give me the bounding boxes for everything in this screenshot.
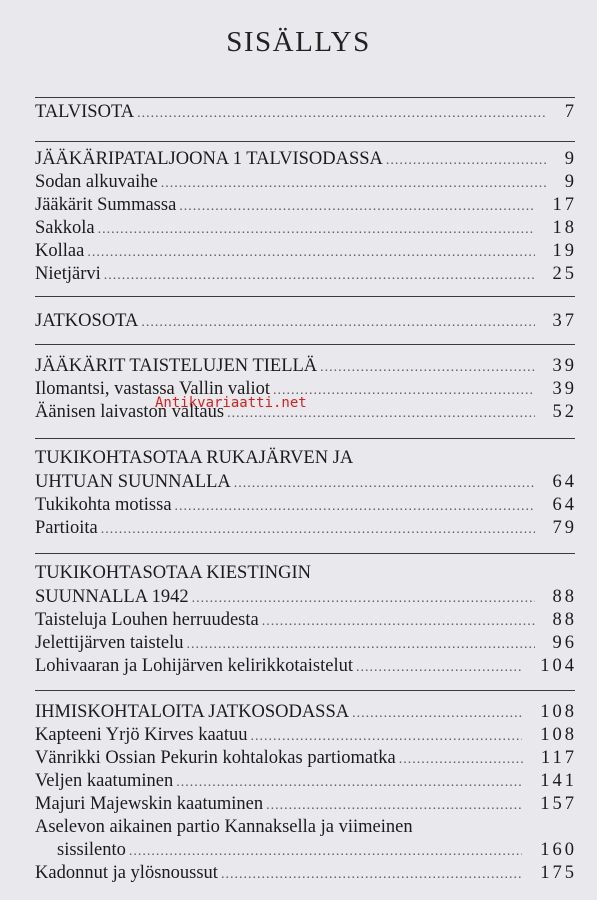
- toc-entry: Partioita ..... 79: [35, 517, 577, 539]
- toc-entry: Sakkola ..... 18: [35, 217, 577, 239]
- toc-heading: TALVISOTA ..... 7: [35, 101, 577, 123]
- toc-entry: Kapteeni Yrjö Kirves kaatuu ..... 108: [35, 724, 577, 746]
- toc-entry: Aselevon aikainen partio Kannaksella ja viimeinen: [35, 817, 413, 837]
- toc-heading: TUKIKOHTASOTAA RUKAJÄRVEN JA: [35, 448, 354, 468]
- toc-heading: TUKIKOHTASOTAA KIESTINGIN: [35, 563, 312, 583]
- toc-entry: Veljen kaatuminen ..... 141: [35, 770, 577, 792]
- section-divider: [35, 690, 575, 691]
- section-divider: [35, 553, 575, 554]
- toc-entry: Kollaa ..... 19: [35, 240, 577, 262]
- section-divider: [35, 141, 575, 142]
- toc-heading: JÄÄKÄRIPATALJOONA 1 TALVISODASSA ..... 9: [35, 148, 577, 170]
- toc-entry: Lohivaaran ja Lohijärven kelirikkotaistelut ..... 104: [35, 655, 577, 677]
- section-divider: [35, 296, 575, 297]
- toc-entry: Vänrikki Ossian Pekurin kohtalokas partiomatka ..... 117: [35, 747, 577, 769]
- toc-heading: JÄÄKÄRIT TAISTELUJEN TIELLÄ ..... 39: [35, 355, 577, 377]
- toc-entry: Kadonnut ja ylösnoussut ..... 175: [35, 862, 577, 884]
- toc-entry: Äänisen laivaston valtaus ..... 52: [35, 401, 577, 423]
- toc-heading: IHMISKOHTALOITA JATKOSODASSA ..... 108: [35, 701, 577, 723]
- toc-entry: Jääkärit Summassa ..... 17: [35, 194, 577, 216]
- toc-entry: Jelettijärven taistelu ..... 96: [35, 632, 577, 654]
- toc-entry-cont: sissilento ..... 160: [35, 839, 577, 861]
- section-divider: [35, 438, 575, 439]
- toc-heading-cont: SUUNNALLA 1942 ..... 88: [35, 586, 577, 608]
- toc-entry: Majuri Majewskin kaatuminen ..... 157: [35, 793, 577, 815]
- toc-entry: Sodan alkuvaihe ..... 9: [35, 171, 577, 193]
- toc-heading-cont: UHTUAN SUUNNALLA ..... 64: [35, 471, 577, 493]
- toc-entry: Taisteluja Louhen herruudesta ..... 88: [35, 609, 577, 631]
- toc-entry: Ilomantsi, vastassa Vallin valiot ..... 39: [35, 378, 577, 400]
- toc-heading: JATKOSOTA ..... 37: [35, 310, 577, 332]
- watermark-text: Antikvariaatti.net: [155, 395, 307, 411]
- toc-entry: Nietjärvi ..... 25: [35, 263, 577, 285]
- toc-entry: Tukikohta motissa ..... 64: [35, 494, 577, 516]
- page-title: SISÄLLYS: [226, 26, 371, 58]
- section-divider: [35, 344, 575, 345]
- section-divider: [35, 97, 575, 98]
